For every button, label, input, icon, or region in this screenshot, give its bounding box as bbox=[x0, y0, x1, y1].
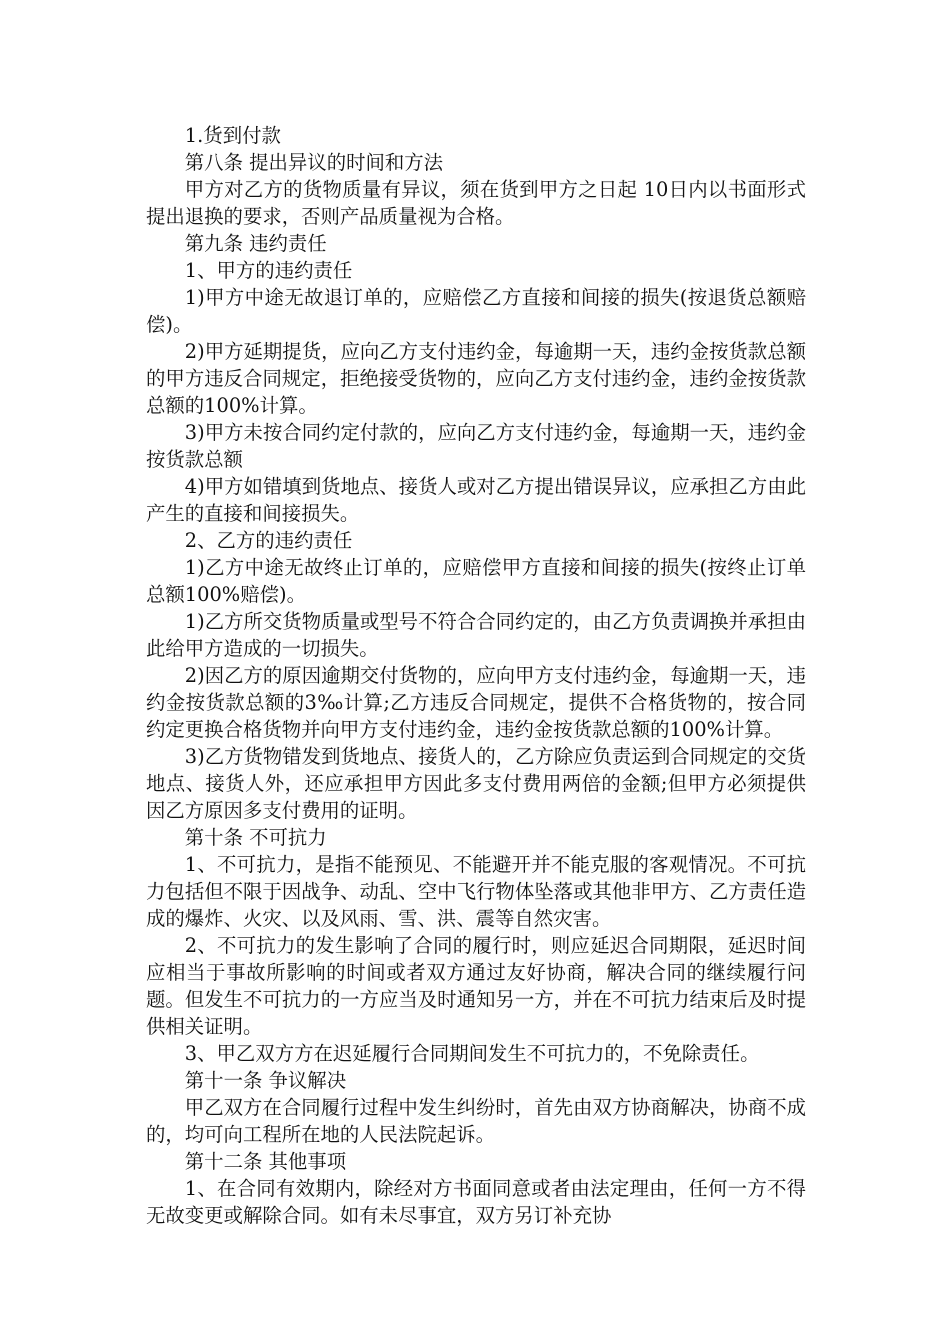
force-majeure-item-3: 3、甲乙双方方在迟延履行合同期间发生不可抗力的，不免除责任。 bbox=[184, 1042, 760, 1065]
article-9-heading: 第九条 违约责任 bbox=[184, 232, 327, 255]
other-matters-item-1: 1、在合同有效期内，除经对方书面同意或者由法定理由，任何一方不得无故变更或解除合同。如有未尽事宜，双方另订补充协 bbox=[146, 1177, 806, 1227]
party-a-item-1: 1)甲方中途无故退订单的，应赔偿乙方直接和间接的损失(按退货总额赔偿)。 bbox=[146, 286, 806, 336]
party-a-item-2: 2)甲方延期提货，应向乙方支付违约金，每逾期一天，违约金按货款总额的甲方违反合同规定，拒绝接受货物的，应向乙方支付违约金，违约金按货款总额的100%计算。 bbox=[146, 340, 806, 417]
party-b-item-3: 3)乙方货物错发到货地点、接货人的，乙方除应负责运到合同规定的交货地点、接货人外，还应承担甲方因此多支付费用两倍的金额;但甲方必须提供因乙方原因多支付费用的证明。 bbox=[146, 745, 806, 822]
party-b-item-1b: 1)乙方所交货物质量或型号不符合合同约定的，由乙方负责调换并承担由此给甲方造成的一切损失。 bbox=[146, 610, 806, 660]
force-majeure-item-1: 1、不可抗力，是指不能预见、不能避开并不能克服的客观情况。不可抗力包括但不限于因战争、动乱、空中飞行物体坠落或其他非甲方、乙方责任造成的爆炸、火灾、以及风雨、雪、洪、震等自然灾害。 bbox=[146, 853, 806, 930]
article-8-heading: 第八条 提出异议的时间和方法 bbox=[184, 151, 444, 174]
article-10-heading: 第十条 不可抗力 bbox=[184, 826, 327, 849]
article-12-heading: 第十二条 其他事项 bbox=[184, 1150, 347, 1173]
party-a-item-4: 4)甲方如错填到货地点、接货人或对乙方提出错误异议，应承担乙方由此产生的直接和间接损失。 bbox=[146, 475, 806, 525]
party-a-item-3: 3)甲方未按合同约定付款的，应向乙方支付违约金，每逾期一天，违约金按货款总额 bbox=[146, 421, 806, 471]
force-majeure-item-2: 2、不可抗力的发生影响了合同的履行时，则应延迟合同期限，延迟时间应相当于事故所影响的时间或者双方通过友好协商，解决合同的继续履行问题。但发生不可抗力的一方应当及时通知另一方，并在不可抗力结束后及时提供相关证明。 bbox=[146, 934, 806, 1038]
party-b-liability-heading: 2、乙方的违约责任 bbox=[184, 529, 353, 552]
party-a-liability-heading: 1、甲方的违约责任 bbox=[184, 259, 353, 282]
payment-clause: 1.货到付款 bbox=[184, 124, 281, 147]
dispute-resolution-text: 甲乙双方在合同履行过程中发生纠纷时，首先由双方协商解决，协商不成的，均可向工程所在地的人民法院起诉。 bbox=[146, 1096, 806, 1146]
party-b-item-2: 2)因乙方的原因逾期交付货物的，应向甲方支付违约金，每逾期一天，违约金按货款总额的3‰计算;乙方违反合同规定，提供不合格货物的，按合同约定更换合格货物并向甲方支付违约金，违约金按货款总额的100%计算。 bbox=[146, 664, 806, 741]
article-11-heading: 第十一条 争议解决 bbox=[184, 1069, 347, 1092]
document-body bbox=[146, 122, 806, 1229]
article-8-text: 甲方对乙方的货物质量有异议，须在货到甲方之日起 10日内以书面形式提出退换的要求，否则产品质量视为合格。 bbox=[146, 178, 806, 228]
party-b-item-1: 1)乙方中途无故终止订单的，应赔偿甲方直接和间接的损失(按终止订单总额100%赔偿)。 bbox=[146, 556, 806, 606]
